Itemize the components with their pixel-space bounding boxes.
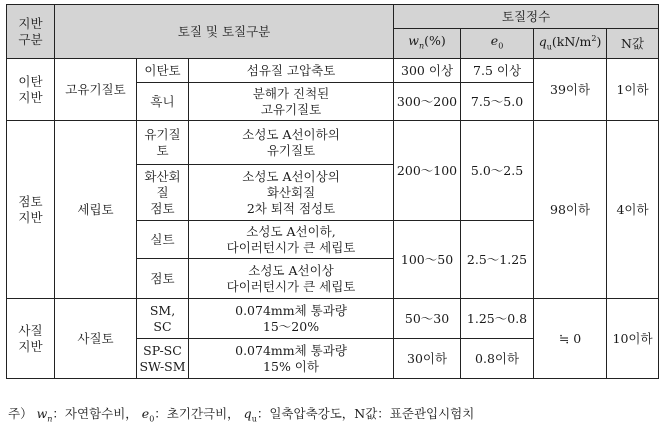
- header-row-1: [7, 5, 659, 29]
- header-e0: $e_0$: [461, 29, 534, 59]
- qu-value: 98이하: [534, 121, 607, 299]
- soil-description: 소성도 A선이하의 유기질토: [189, 121, 394, 165]
- header-soil-classification: 토질 및 토질구분: [55, 5, 394, 59]
- soil-description: 소성도 A선이하, 다이러턴시가 큰 세립토: [189, 221, 394, 259]
- soil-clay: 세립토: [55, 121, 137, 299]
- n-value: 10이하: [607, 299, 659, 379]
- e0-value: 2.5～1.25: [461, 221, 534, 299]
- wn-value: 300～200: [394, 83, 461, 121]
- e0-value: 7.5～5.0: [461, 83, 534, 121]
- soil-description: 섬유질 고압축토: [189, 59, 394, 83]
- n-value: 1이하: [607, 59, 659, 121]
- e0-value: 7.5 이상: [461, 59, 534, 83]
- soil-type: SP-SC SW-SM: [137, 339, 189, 379]
- qu-value: 39이하: [534, 59, 607, 121]
- soil-description: 소성도 A선이상 다이러턴시가 큰 세립토: [189, 259, 394, 299]
- soil-peat: 고유기질토: [55, 59, 137, 121]
- header-ground-type: 지반 구분: [7, 5, 55, 59]
- soil-type: 유기질토: [137, 121, 189, 165]
- soil-type: 점토: [137, 259, 189, 299]
- soil-type: 화산회질 점토: [137, 165, 189, 221]
- header-qu: $q_u(kN/m^2)$: [534, 29, 607, 59]
- soil-type: 흑니: [137, 83, 189, 121]
- table-row: [7, 299, 659, 339]
- e0-value: 5.0～2.5: [461, 121, 534, 221]
- table-row: [7, 121, 659, 165]
- n-value: 4이하: [607, 121, 659, 299]
- wn-value: 30이하: [394, 339, 461, 379]
- header-wn: $w_n(\%)$: [394, 29, 461, 59]
- soil-constants-table: [6, 4, 659, 379]
- soil-type: 이탄토: [137, 59, 189, 83]
- soil-description: 0.074mm체 통과량 15～20%: [189, 299, 394, 339]
- wn-value: 50～30: [394, 299, 461, 339]
- soil-description: 분해가 진척된 고유기질토: [189, 83, 394, 121]
- e0-value: 0.8이하: [461, 339, 534, 379]
- soil-type: SM, SC: [137, 299, 189, 339]
- ground-type-clay: 점토 지반: [7, 121, 55, 299]
- soil-description: 소성도 A선이상의 화산회질 2차 퇴적 점성토: [189, 165, 394, 221]
- soil-type: 실트: [137, 221, 189, 259]
- header-soil-constants: 토질정수: [394, 5, 659, 29]
- header-n-value: N값: [607, 29, 659, 59]
- wn-value: 200～100: [394, 121, 461, 221]
- ground-type-peat: 이탄 지반: [7, 59, 55, 121]
- wn-value: 100～50: [394, 221, 461, 299]
- qu-value: ≒ 0: [534, 299, 607, 379]
- soil-description: 0.074mm체 통과량 15% 이하: [189, 339, 394, 379]
- ground-type-sand: 사질 지반: [7, 299, 55, 379]
- wn-value: 300 이상: [394, 59, 461, 83]
- e0-value: 1.25～0.8: [461, 299, 534, 339]
- table-row: [7, 59, 659, 83]
- footnote: 주） $w_n$：자연함수비， $e_0$：초기간극비， $q_u$：일축압축강도，N값：표준관입시험치: [8, 406, 475, 424]
- soil-sand: 사질토: [55, 299, 137, 379]
